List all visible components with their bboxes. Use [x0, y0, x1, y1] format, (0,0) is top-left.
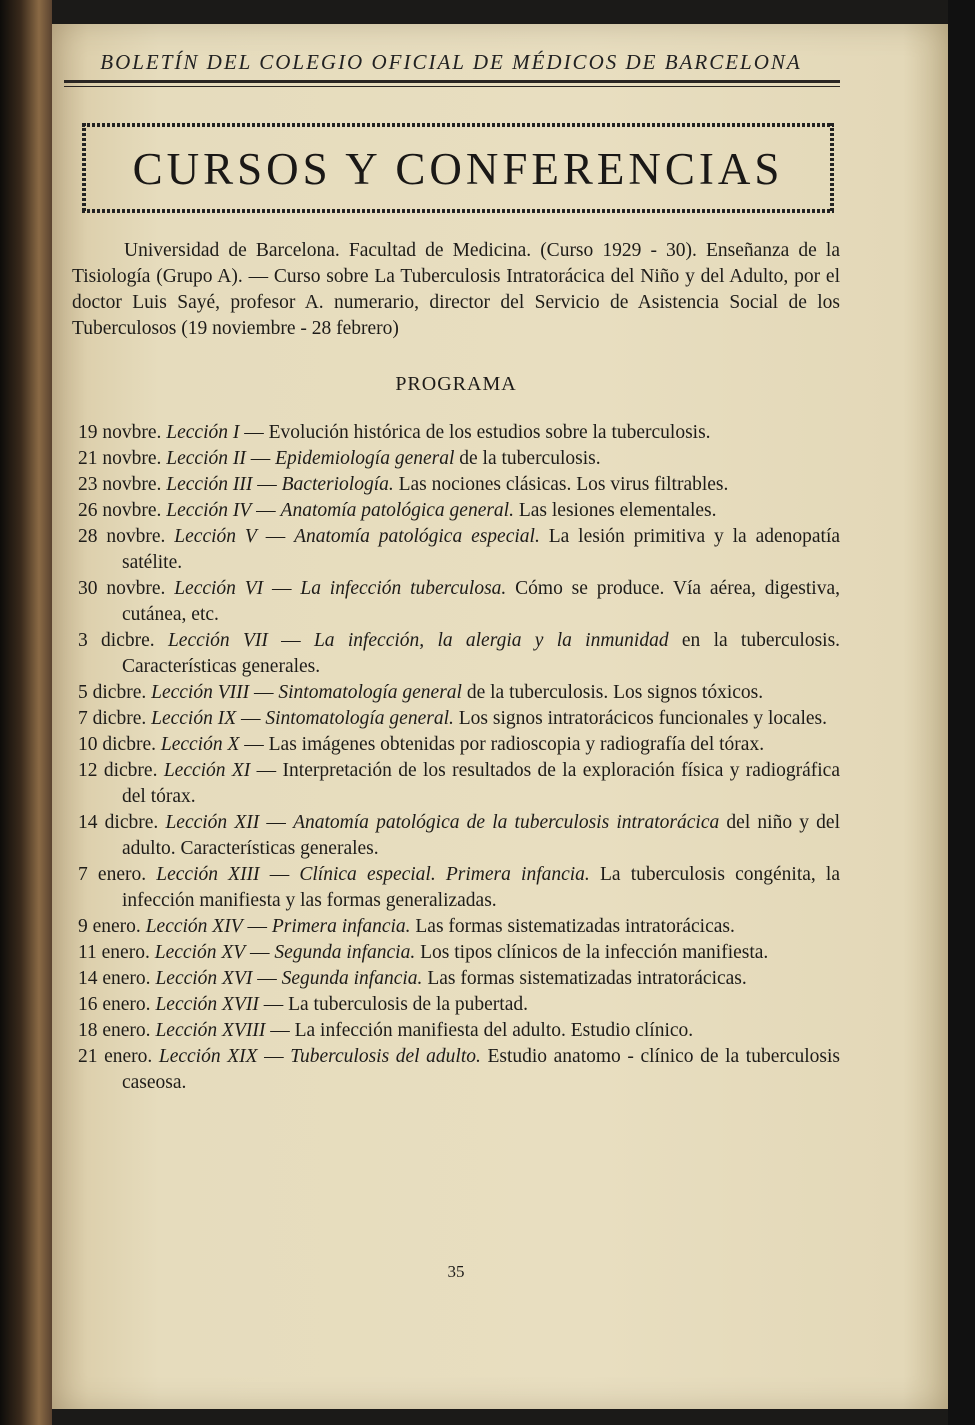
lesson-entry: 14 enero. Lección XVI — Segunda infancia. Las formas sistematizadas intratorácicas.: [78, 968, 747, 989]
lesson-date: 28 novbre.: [78, 526, 166, 547]
lesson-text: Las formas sistematizadas intratorácicas.: [415, 916, 735, 937]
lesson-entry: 28 novbre. Lección V — Anatomía patológica especial. La lesión primitiva y la adenopatía satélite.: [78, 526, 841, 573]
lesson-topic: Sintomatología general: [278, 682, 462, 703]
lesson-number: Lección III: [166, 474, 253, 495]
programa-heading: PROGRAMA: [395, 373, 517, 395]
lesson-topic: Anatomía patológica general.: [280, 500, 514, 521]
frame-bottom-border: [82, 209, 834, 213]
lesson-date: 10 dicbre.: [78, 734, 156, 755]
lesson-entry: 11 enero. Lección XV — Segunda infancia. Los tipos clínicos de la infección manifiesta.: [78, 942, 769, 963]
page-number: 35: [447, 1262, 465, 1281]
frame-top-border: [82, 123, 834, 127]
lesson-entry: 21 novbre. Lección II — Epidemiología general de la tuberculosis.: [78, 448, 601, 469]
lesson-date: 30 novbre.: [78, 578, 166, 599]
lesson-entry: 26 novbre. Lección IV — Anatomía patológica general. Las lesiones elementales.: [78, 500, 717, 521]
lesson-number: Lección XI: [163, 760, 251, 781]
lesson-text: La infección manifiesta del adulto. Estudio clínico.: [294, 1020, 694, 1041]
lesson-date: 14 enero.: [78, 968, 151, 989]
lesson-entry: 19 novbre. Lección I — Evolución histórica de los estudios sobre la tuberculosis.: [78, 422, 711, 443]
lesson-topic: Clínica especial. Primera infancia.: [299, 864, 590, 885]
lesson-number: Lección II: [166, 448, 246, 469]
book-gutter-left: [0, 0, 52, 1425]
lesson-text: La tuberculosis congénita, la infección manifiesta y las formas generalizadas.: [122, 864, 841, 911]
lesson-topic: Anatomía patológica de la tuberculosis intratorácica: [293, 812, 720, 833]
lesson-number: Lección VI: [174, 578, 264, 599]
lesson-date: 3 dicbre.: [78, 630, 155, 651]
lesson-entry: 7 enero. Lección XIII — Clínica especial. Primera infancia. La tuberculosis congénita, la infección manifiesta y las formas generalizadas.: [78, 864, 841, 911]
lesson-text: Cómo se produce. Vía aérea, digestiva, cutánea, etc.: [122, 578, 840, 625]
lesson-number: Lección XVIII: [155, 1020, 266, 1041]
lesson-text: La lesión primitiva y la adenopatía satélite.: [122, 526, 841, 573]
lesson-topic: Primera infancia.: [271, 916, 411, 937]
lesson-text: Los tipos clínicos de la infección manifiesta.: [420, 942, 769, 963]
lesson-number: Lección VII: [167, 630, 268, 651]
lesson-entry: 9 enero. Lección XIV — Primera infancia. Las formas sistematizadas intratorácicas.: [78, 916, 735, 937]
lesson-topic: Bacteriología.: [281, 474, 394, 495]
lesson-date: 14 dicbre.: [78, 812, 159, 833]
lesson-number: Lección IX: [151, 708, 237, 729]
lesson-number: Lección XIII: [156, 864, 260, 885]
lesson-text: Las nociones clásicas. Los virus filtrables.: [398, 474, 729, 495]
lesson-date: 26 novbre.: [78, 500, 162, 521]
lesson-date: 19 novbre.: [78, 422, 162, 443]
lesson-text: del niño y del adulto. Características generales.: [122, 812, 840, 859]
lesson-date: 21 enero.: [78, 1046, 153, 1067]
lesson-number: Lección XVI: [155, 968, 253, 989]
lesson-number: Lección XV: [154, 942, 246, 963]
book-edge-right: [948, 0, 975, 1425]
lesson-topic: Epidemiología general: [275, 448, 455, 469]
intro-paragraph: Universidad de Barcelona. Facultad de Medicina. (Curso 1929 - 30). Enseñanza de la Tisiología (Grupo A). — Curso sobre La Tuberculosis Intratorácica del Niño y del Adulto, por el doctor Luis Sayé, profesor A. numerario, director del Servicio de Asistencia Social de los Tuberculosos (19 noviembre - 28 febrero): [72, 240, 840, 339]
lesson-entry: 10 dicbre. Lección X — Las imágenes obtenidas por radioscopia y radiografía del tórax.: [78, 734, 765, 755]
lesson-topic: Tuberculosis del adulto.: [290, 1046, 481, 1067]
lesson-text: Las formas sistematizadas intratorácicas.: [427, 968, 747, 989]
lesson-topic: Segunda infancia.: [281, 968, 423, 989]
section-title: CURSOS Y CONFERENCIAS: [132, 144, 784, 194]
lesson-text: La tuberculosis de la pubertad.: [288, 994, 528, 1015]
lesson-text: en la tuberculosis. Características generales.: [122, 630, 841, 677]
lesson-number: Lección XIX: [158, 1046, 258, 1067]
lesson-number: Lección XII: [165, 812, 260, 833]
lesson-topic: Anatomía patológica especial.: [294, 526, 540, 547]
lesson-entry: 23 novbre. Lección III — Bacteriología. Las nociones clásicas. Los virus filtrables.: [78, 474, 729, 495]
lesson-date: 7 dicbre.: [78, 708, 147, 729]
lesson-entry: 3 dicbre. Lección VII — La infección, la alergia y la inmunidad en la tuberculosis. Características generales.: [78, 630, 841, 677]
lesson-date: 7 enero.: [78, 864, 147, 885]
lesson-date: 23 novbre.: [78, 474, 162, 495]
lesson-topic: Segunda infancia.: [274, 942, 416, 963]
lesson-number: Lección I: [166, 422, 240, 443]
lesson-text: Interpretación de los resultados de la exploración física y radiográfica del tórax.: [122, 760, 840, 807]
lesson-number: Lección X: [160, 734, 240, 755]
lesson-text: Los signos intratorácicos funcionales y locales.: [458, 708, 827, 729]
lesson-topic: La infección, la alergia y la inmunidad: [313, 630, 669, 651]
header-rule-thin: [64, 86, 840, 87]
header-rule-thick: [64, 80, 840, 83]
lesson-date: 12 dicbre.: [78, 760, 158, 781]
running-header: BOLETÍN DEL COLEGIO OFICIAL DE MÉDICOS DE BARCELONA: [100, 50, 802, 74]
lesson-topic: Sintomatología general.: [265, 708, 454, 729]
lesson-text: de la tuberculosis. Los signos tóxicos.: [466, 682, 764, 703]
lesson-date: 5 dicbre.: [78, 682, 147, 703]
lesson-entry: 16 enero. Lección XVII — La tuberculosis de la pubertad.: [78, 994, 528, 1015]
lesson-topic: La infección tuberculosa.: [300, 578, 507, 599]
lesson-number: Lección VIII: [151, 682, 250, 703]
lesson-entry: 12 dicbre. Lección XI — Interpretación de los resultados de la exploración física y radiográfica del tórax.: [78, 760, 840, 807]
lesson-text: Las imágenes obtenidas por radioscopia y radiografía del tórax.: [268, 734, 765, 755]
lesson-text: Las lesiones elementales.: [518, 500, 717, 521]
lesson-date: 9 enero.: [78, 916, 141, 937]
lesson-date: 11 enero.: [78, 942, 150, 963]
lesson-entry: 5 dicbre. Lección VIII — Sintomatología general de la tuberculosis. Los signos tóxicos.: [78, 682, 764, 703]
lesson-text: Evolución histórica de los estudios sobre la tuberculosis.: [268, 422, 711, 443]
lesson-text: de la tuberculosis.: [459, 448, 601, 469]
lesson-number: Lección V: [174, 526, 257, 547]
lesson-number: Lección IV: [166, 500, 252, 521]
lesson-entry: 21 enero. Lección XIX — Tuberculosis del adulto. Estudio anatomo - clínico de la tuberculosis caseosa.: [78, 1046, 841, 1093]
lesson-number: Lección XVII: [155, 994, 259, 1015]
lesson-date: 18 enero.: [78, 1020, 151, 1041]
lesson-number: Lección XIV: [145, 916, 243, 937]
section-title-frame: [82, 123, 834, 213]
lesson-entry: 14 dicbre. Lección XII — Anatomía patológica de la tuberculosis intratorácica del niño y del adulto. Características generales.: [78, 812, 840, 859]
lesson-date: 21 novbre.: [78, 448, 162, 469]
lesson-entry: 18 enero. Lección XVIII — La infección manifiesta del adulto. Estudio clínico.: [78, 1020, 694, 1041]
lesson-entry: 7 dicbre. Lección IX — Sintomatología general. Los signos intratorácicos funcionales y locales.: [78, 708, 827, 729]
lesson-text: Estudio anatomo - clínico de la tuberculosis caseosa.: [122, 1046, 841, 1093]
lesson-entry: 30 novbre. Lección VI — La infección tuberculosa. Cómo se produce. Vía aérea, digestiva, cutánea, etc.: [78, 578, 840, 625]
lesson-list: [78, 420, 840, 1096]
lesson-date: 16 enero.: [78, 994, 151, 1015]
